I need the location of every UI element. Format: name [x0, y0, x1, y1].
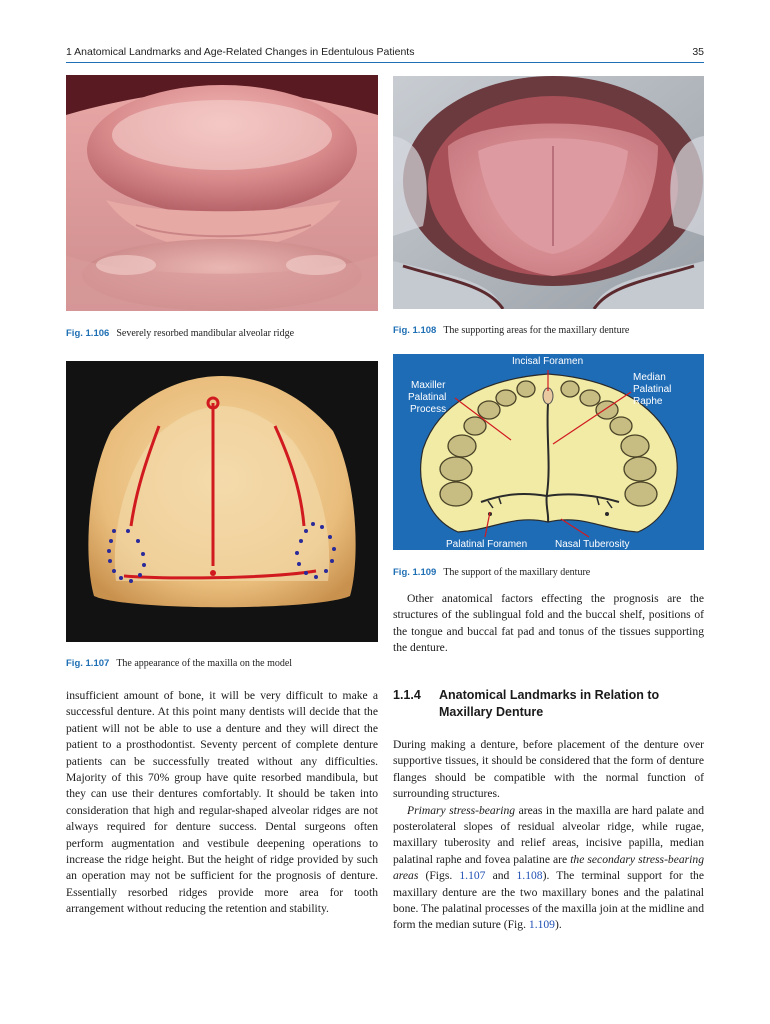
figure-1-108-text: The supporting areas for the maxillary denture [443, 325, 630, 336]
page-number: 35 [692, 46, 704, 58]
label-maxillary-palatinal-process-3: Process [410, 404, 447, 415]
para3-text-d: and [485, 869, 517, 883]
paragraph-text: Other anatomical factors effecting the prognosis are the structures of the sublingual fold and the buccal shelf, positions of the tongue and buccal fat pad and tonus of the tissues supporting the denture. [393, 592, 704, 655]
para3-text-a: areas in the maxilla are hard palate and posterolateral slopes of residual alveolar ridge, while rugae, maxillary tuberosity and relief areas, incisive papilla, median palatinal raphe and fovea palatine are [393, 803, 705, 866]
figure-ref-1-108[interactable]: 1.108 [516, 869, 543, 883]
chapter-title: 1 Anatomical Landmarks and Age-Related Changes in Edentulous Patients [66, 46, 415, 58]
figure-1-109-caption [393, 566, 704, 579]
label-median-palatinal-raphe-3: Raphe [633, 396, 663, 407]
figure-1-108-caption [393, 324, 704, 337]
italic-secondary: the secondary stress-bearing areas [393, 852, 704, 883]
para3-text-f: ). [554, 918, 562, 932]
figure-1-107-photo [66, 361, 378, 642]
figure-1-106-number: Fig. 1.106 [66, 328, 110, 339]
left-paragraph-text: insufficient amount of bone, it will be very difficult to make a successful denture. At this point many dentists will decide that the patient will not be able to use a denture and they will direct the patient to a prosthodontist. Seventy percent of complete denture patients can be successfully treated without any difficulties. Majority of this 70% group have quite resorbed mandibula, but they can use their dentures comfortably. It should be taken into consideration that high and regular-shaped alveolar ridges are not always required for denture success. Dental surgeons often perform augmentation and vestibule deepening operations to increase the ridge height. But the height of ridge provided by such an operation may not be sufficient for the prognosis of denture. Essentially resorbed ridges provide more area for tooth arrangement without reducing the retention and stability. [66, 689, 378, 916]
figure-1-107-text: The appearance of the maxilla on the model [116, 658, 293, 669]
figure-1-108-photo [393, 76, 704, 309]
paragraph-2: During making a denture, before placement of the denture over supportive tissues, it should be considered that the form of denture flanges should be compatible with the normal function of surrounding structures. [393, 738, 704, 801]
label-maxillary-palatinal-process-1: Maxiller [411, 380, 446, 391]
figure-1-106-photo [66, 75, 378, 311]
para3-text-e: ). The terminal support for the maxillary denture are the two maxillary bones and the palatinal bone. The palatinal processes of the maxilla join at the midline and form the median suture (Fig. [393, 869, 704, 932]
right-paragraphs-2-3 [393, 737, 704, 934]
label-incisal-foramen: Incisal Foramen [512, 356, 584, 367]
figure-1-106-caption [66, 327, 378, 340]
right-paragraph-1 [393, 591, 704, 657]
header-rule [66, 62, 704, 63]
figure-1-109-diagram [393, 354, 704, 550]
figure-ref-1-109[interactable]: 1.109 [528, 918, 555, 932]
label-nasal-tuberosity: Nasal Tuberosity [555, 539, 630, 550]
left-paragraph [66, 688, 378, 918]
figure-1-109-number: Fig. 1.109 [393, 567, 437, 578]
running-head [66, 44, 704, 62]
figure-1-107-number: Fig. 1.107 [66, 658, 110, 669]
italic-primary: Primary stress-bearing [407, 803, 516, 817]
label-maxillary-palatinal-process-2: Palatinal [408, 392, 447, 403]
label-palatinal-foramen: Palatinal Foramen [446, 539, 528, 550]
section-number: 1.1.4 [393, 688, 421, 702]
label-median-palatinal-raphe-2: Palatinal [633, 384, 672, 395]
para3-text-c: (Figs. [418, 869, 460, 883]
figure-1-108-number: Fig. 1.108 [393, 325, 437, 336]
section-title: Anatomical Landmarks in Relation to Maxillary Denture [439, 688, 660, 719]
figure-1-106-text: Severely resorbed mandibular alveolar ridge [116, 328, 295, 339]
paragraph-3 [393, 803, 704, 934]
figure-1-109-text: The support of the maxillary denture [443, 567, 591, 578]
figure-1-107-caption [66, 657, 378, 670]
figure-ref-1-107[interactable]: 1.107 [459, 869, 486, 883]
label-median-palatinal-raphe-1: Median [633, 372, 666, 383]
